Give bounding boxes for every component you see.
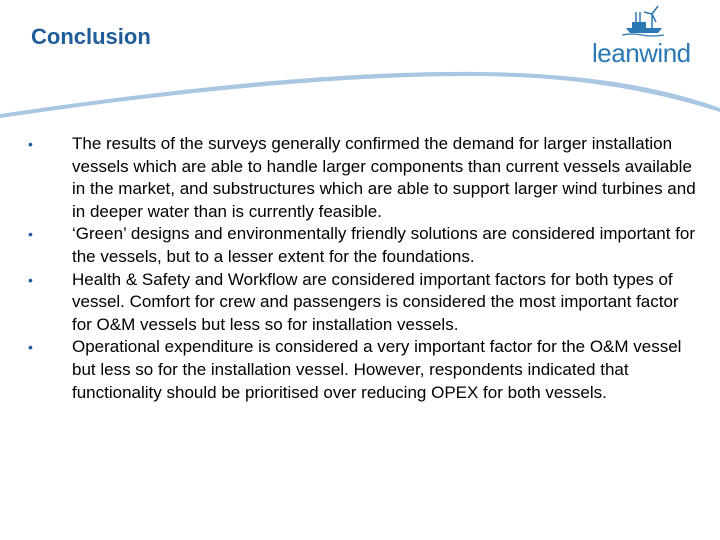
bullet-text: ‘Green’ designs and environmentally friendly solutions are considered important for the vessels, but to a lesser extent for the foundations. (72, 224, 696, 266)
bullet-text: The results of the surveys generally confirmed the demand for larger installation vessels which are able to handle larger components than current vessels available in the market, and substructures which are able to support larger wind turbines and in deeper water than is currently feasible. (72, 134, 696, 221)
bullet-marker: • (28, 271, 33, 288)
bullet-marker: • (28, 339, 33, 356)
bullet-marker: • (28, 136, 33, 152)
bullet-item (28, 223, 698, 268)
logo-text: leanwind (592, 38, 691, 68)
bullet-item (28, 269, 698, 337)
page-title: Conclusion (31, 24, 151, 49)
bullet-item (28, 133, 698, 223)
bullet-text: Operational expenditure is considered a very important factor for the O&M vessel but less so for the installation vessel. However, respondents indicated that functionality should be prioritised over reducing OPEX for both vessels. (72, 337, 682, 402)
vessel-turbine-icon (618, 4, 668, 38)
bullet-marker: • (28, 226, 33, 243)
bullet-list (28, 133, 698, 404)
leanwind-logo (586, 4, 710, 70)
bullet-text: Health & Safety and Workflow are considered important factors for both types of vessel. Comfort for crew and passengers is considered the most important factor for O&M vessels but less so for installation vessels. (72, 269, 679, 334)
bullet-item (28, 336, 698, 404)
